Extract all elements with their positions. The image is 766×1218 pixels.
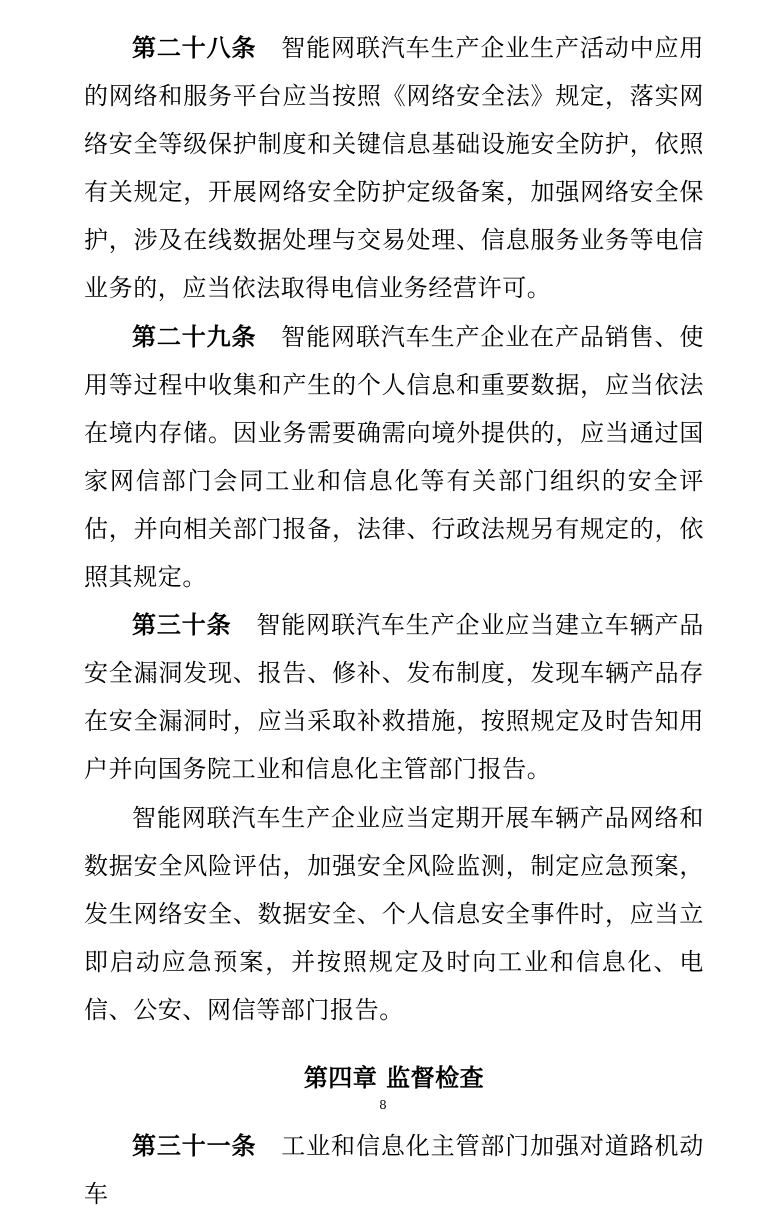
article-paragraph: [84, 313, 704, 602]
article-text: 工业和信息化主管部门加强对道路机动车: [84, 1131, 704, 1209]
article-paragraph: [84, 24, 704, 313]
article-number: 第二十八条: [132, 34, 257, 62]
article-number: 第三十一条: [132, 1131, 257, 1160]
body-paragraph: [84, 794, 704, 1034]
paragraph-text: 智能网联汽车生产企业应当定期开展车辆产品网络和数据安全风险评估，加强安全风险监测，制定应急预案，发生网络安全、数据安全、个人信息安全事件时，应当立即启动应急预案，并按照规定及时向工业和信息化、电信、公安、网信等部门报告。: [84, 803, 704, 1024]
article-text: 智能网联汽车生产企业生产活动中应用的网络和服务平台应当按照《网络安全法》规定，落实网络安全等级保护制度和关键信息基础设施安全防护，依照有关规定，开展网络安全防护定级备案，加强网络安全保护，涉及在线数据处理与交易处理、信息服务业务等电信业务的，应当依法取得电信业务经营许可。: [84, 34, 704, 303]
article-paragraph: [84, 601, 704, 793]
page-number: 8: [379, 1098, 387, 1112]
article-text: 智能网联汽车生产企业应当建立车辆产品安全漏洞发现、报告、修补、发布制度，发现车辆产品存在安全漏洞时，应当采取补救措施，按照规定及时告知用户并向国务院工业和信息化主管部门报告。: [84, 611, 704, 784]
article-paragraph: [84, 1122, 704, 1218]
article-text: 智能网联汽车生产企业在产品销售、使用等过程中收集和产生的个人信息和重要数据，应当依法在境内存储。因业务需要确需向境外提供的，应当通过国家网信部门会同工业和信息化等有关部门组织的安全评估，并向相关部门报备，法律、行政法规另有规定的，依照其规定。: [84, 322, 704, 592]
chapter-heading: 第四章 监督检查: [303, 1063, 485, 1092]
article-number: 第三十条: [132, 611, 232, 640]
article-number: 第二十九条: [132, 322, 257, 351]
document-body: [84, 24, 704, 1218]
